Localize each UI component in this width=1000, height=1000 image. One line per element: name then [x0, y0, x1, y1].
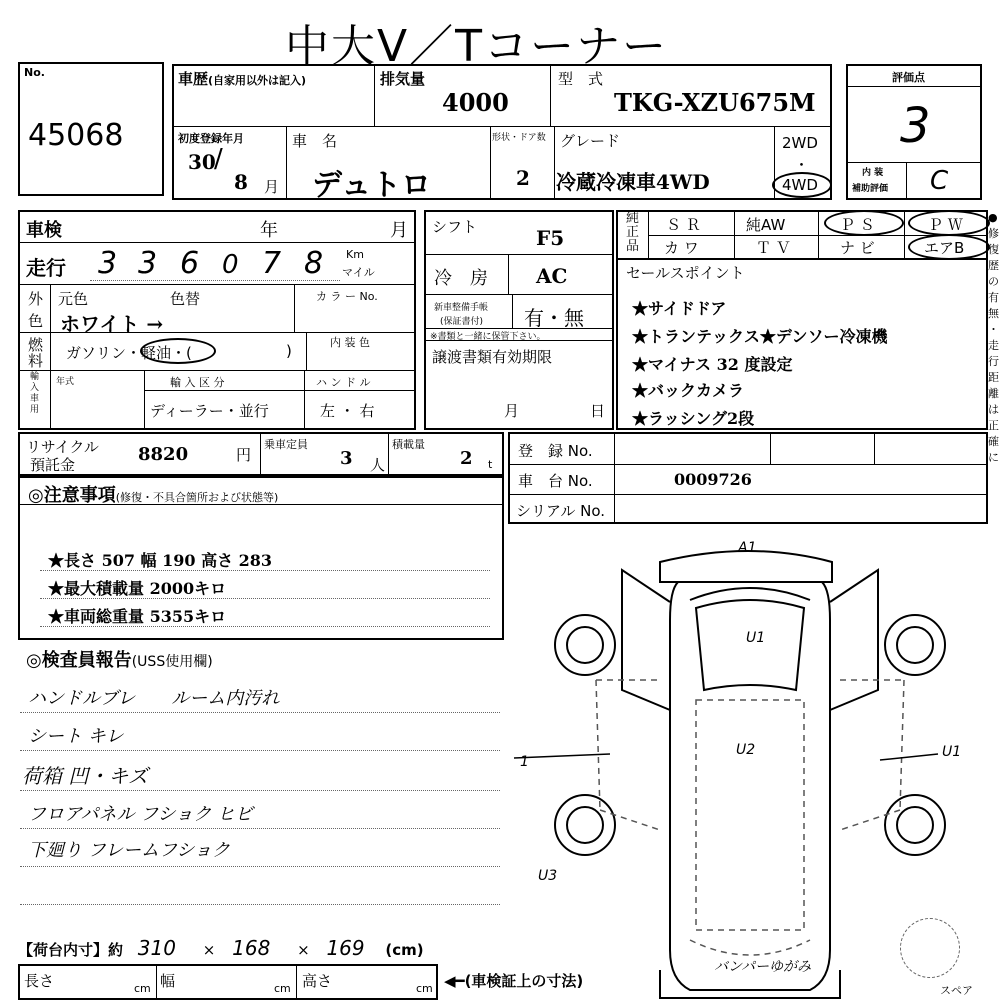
- fuel-diesel-circle: [140, 338, 216, 364]
- sales-points-label: セールスポイント: [626, 264, 745, 282]
- interior-label-1: 内 装: [862, 168, 884, 178]
- airbag-circle: [908, 234, 990, 260]
- inspector-line: ハンドルブレ ルーム内汚れ: [28, 688, 280, 709]
- mileage-digit: 6: [180, 246, 200, 281]
- interior-label-2: 補助評価: [852, 184, 889, 194]
- cargo-width: 168: [232, 936, 271, 960]
- manual-note: ※書類と一緒に保管下さい。: [430, 332, 546, 342]
- recycle-label-2: 預託金: [30, 456, 76, 474]
- cargo-hei-label: 高さ: [302, 972, 333, 990]
- drive-2wd: 2WD: [782, 134, 818, 152]
- manual-label-2: (保証書付): [440, 317, 484, 327]
- inspection-year-unit: 年: [260, 220, 278, 241]
- import-kind-label: 輸 入 区 分: [170, 376, 225, 389]
- cargo-height: 169: [326, 936, 365, 960]
- genuine-kawa: カ ワ: [664, 239, 699, 257]
- capacity-value: 3: [340, 448, 353, 469]
- cargo-len-label: 長さ: [24, 972, 55, 990]
- lot-box: [18, 62, 164, 196]
- cargo-row: [18, 936, 424, 960]
- notes-box: [18, 476, 504, 640]
- inspector-line: 下廻り フレームフショク: [28, 840, 230, 861]
- mileage-digit: 7: [262, 246, 282, 281]
- spare-circle: [900, 918, 960, 978]
- displacement-label: 排気量: [380, 70, 426, 88]
- mileage-digit: 3: [138, 246, 158, 281]
- cargo-hei-cm: cm: [416, 982, 433, 995]
- doors-value: 2: [516, 166, 530, 190]
- color-orig-label: 元色: [58, 290, 89, 308]
- cargo-dims-box: [18, 964, 438, 1000]
- doors-label: 形状・ドア数: [492, 133, 546, 143]
- genuine-tv: Ｔ Ｖ: [756, 239, 791, 257]
- lot-label: No.: [24, 66, 45, 79]
- recycle-box: [18, 432, 504, 476]
- fuel-label-2: 料: [28, 352, 44, 370]
- genuine-pw: Ｐ Ｗ: [928, 216, 963, 234]
- ac-label: 冷 房: [434, 268, 488, 289]
- grade-value: 冷蔵冷凍車4WD: [556, 170, 710, 194]
- capacity-label: 乗車定員: [264, 438, 308, 451]
- cargo-wid-label: 幅: [160, 972, 176, 990]
- genuine-label: 純 正 品: [626, 211, 640, 254]
- ps-circle: [824, 210, 904, 236]
- drive-sep: ・: [794, 156, 810, 174]
- import-label: 輸 入 車 用: [30, 372, 40, 415]
- genuine-aw: 純AW: [746, 216, 786, 234]
- mark-1: 1: [520, 754, 529, 770]
- mark-u2: U2: [736, 742, 756, 758]
- rating-label: 評価点: [892, 71, 925, 84]
- load-unit: t: [488, 458, 493, 471]
- genuine-airbag: エアB: [924, 239, 965, 257]
- color-label-2: 色: [28, 312, 44, 330]
- sales-point-item: ★サイドドア: [632, 299, 727, 318]
- model-label: 型 式: [558, 70, 604, 88]
- cargo-length: 310: [137, 936, 176, 960]
- first-reg-year: 30: [188, 150, 216, 174]
- genuine-sr: Ｓ Ｒ: [666, 216, 701, 234]
- shift-label: シフト: [432, 218, 478, 236]
- genuine-ps: Ｐ Ｓ: [840, 216, 875, 234]
- fuel-options: ガソリン・軽油・(: [66, 344, 192, 362]
- import-year-label: 年式: [56, 377, 75, 387]
- history-label: 車歴(自家用以外は記入): [178, 70, 307, 88]
- cargo-note: ◀━(車検証上の寸法): [444, 972, 584, 990]
- manual-value: 有・無: [524, 306, 584, 330]
- reg-label: 登 録 No.: [518, 442, 593, 460]
- cargo-title: 【荷台内寸】約: [18, 941, 124, 959]
- mark-a1: A1: [738, 540, 757, 556]
- sales-point-item: ★トランテックス★デンソー冷凍機: [632, 327, 888, 346]
- recycle-value: 8820: [138, 444, 189, 465]
- note-line: ★車両総重量 5355キロ: [48, 607, 227, 626]
- handle-label: ハ ン ド ル: [316, 376, 371, 389]
- car-name-label: 車 名: [292, 132, 338, 150]
- interior-value: C: [930, 166, 949, 196]
- inspector-line: 荷箱 凹・キズ: [22, 764, 148, 788]
- vehicle-info-box: [172, 64, 832, 203]
- color-value: ホワイト →: [60, 312, 164, 336]
- bumper-note: バンパーゆがみ: [714, 959, 812, 975]
- fuel-label-1: 燃: [28, 336, 44, 354]
- mileage-digit: 0: [222, 250, 239, 280]
- note-line: ★長さ 507 幅 190 高さ 283: [48, 551, 273, 570]
- lot-number: 45068: [28, 118, 124, 153]
- transfer-docs-label: 譲渡書類有効期限: [432, 348, 553, 366]
- mileage-unit-km: Km: [346, 248, 364, 261]
- shift-box: [424, 210, 614, 430]
- manual-label-1: 新車整備手帳: [434, 303, 489, 313]
- handle-value: 左 ・ 右: [320, 402, 375, 420]
- cargo-times: ×: [202, 941, 216, 959]
- load-label: 積載量: [392, 438, 425, 451]
- color-code-label: カ ラ ー No.: [316, 290, 378, 303]
- first-reg-slash: /: [214, 144, 223, 174]
- sales-point-item: ★ラッシング2段: [632, 409, 755, 428]
- genuine-navi: ナ ビ: [840, 239, 875, 257]
- first-reg-month: 8: [234, 170, 248, 194]
- recycle-unit: 円: [236, 446, 252, 464]
- chassis-label: 車 台 No.: [518, 472, 593, 490]
- note-line: ★最大積載量 2000キロ: [48, 579, 227, 598]
- mark-u3: U3: [538, 868, 558, 884]
- drive-4wd-circle: [772, 172, 832, 198]
- interior-color-label: 内 装 色: [330, 336, 370, 349]
- mark-u1-top: U1: [746, 630, 766, 646]
- serial-label: シリアル No.: [516, 502, 606, 520]
- load-value: 2: [460, 448, 473, 469]
- inspection-month-unit: 月: [390, 220, 408, 241]
- first-reg-label: 初度登録年月: [178, 132, 244, 145]
- transfer-day-unit: 日: [590, 402, 606, 420]
- inspection-box: [18, 210, 416, 430]
- cargo-unit: (cm): [385, 941, 424, 959]
- inspector-line: シート キレ: [28, 726, 124, 747]
- rating-box: [846, 64, 982, 200]
- inspection-label: 車検: [26, 220, 62, 241]
- spare-label: スペア: [940, 984, 973, 997]
- side-note: ● 修 復 歴 の 有 無 ・ 走 行 距 離 は 正 確 に: [988, 211, 999, 464]
- fuel-paren-close: ): [286, 342, 292, 360]
- color-change-label: 色替: [170, 290, 201, 308]
- first-reg-month-unit: 月: [264, 178, 280, 196]
- model-value: TKG-XZU675M: [614, 88, 816, 117]
- ac-value: AC: [536, 264, 568, 288]
- sales-points-box: [616, 258, 988, 430]
- import-kind: ディーラー・並行: [150, 402, 269, 420]
- capacity-unit: 人: [370, 456, 386, 474]
- chassis-value: 0009726: [674, 470, 752, 489]
- mileage-digit: 8: [304, 246, 324, 281]
- pw-circle: [908, 210, 990, 236]
- displacement-value: 4000: [442, 88, 509, 117]
- drive-4wd: 4WD: [782, 176, 818, 194]
- rating-score: 3: [900, 98, 931, 154]
- inspector-line: フロアパネル フショク ヒビ: [28, 804, 253, 825]
- genuine-parts-box: [616, 210, 988, 260]
- cargo-len-cm: cm: [134, 982, 151, 995]
- sales-point-item: ★マイナス 32 度設定: [632, 355, 793, 374]
- grade-label: グレード: [560, 132, 621, 150]
- color-label-1: 外: [28, 290, 44, 308]
- car-name: デュトロ: [312, 168, 432, 203]
- notes-title: ◎注意事項(修復・不具合箇所および状態等): [28, 485, 279, 506]
- mileage-label: 走行: [26, 256, 66, 280]
- mark-u1-right: U1: [942, 744, 962, 760]
- transfer-month-unit: 月: [504, 402, 520, 420]
- sales-point-item: ★バックカメラ: [632, 381, 745, 400]
- mileage-digit: 3: [98, 246, 118, 281]
- cargo-wid-cm: cm: [274, 982, 291, 995]
- recycle-label-1: リサイクル: [26, 438, 99, 456]
- page-title: 中大V／Tコーナー: [285, 21, 668, 72]
- cargo-times: ×: [297, 941, 310, 959]
- inspector-title: ◎検査員報告(USS使用欄): [26, 650, 213, 671]
- registration-box: [508, 432, 988, 524]
- shift-value: F5: [536, 226, 565, 250]
- mileage-unit-mile: マイル: [342, 266, 375, 279]
